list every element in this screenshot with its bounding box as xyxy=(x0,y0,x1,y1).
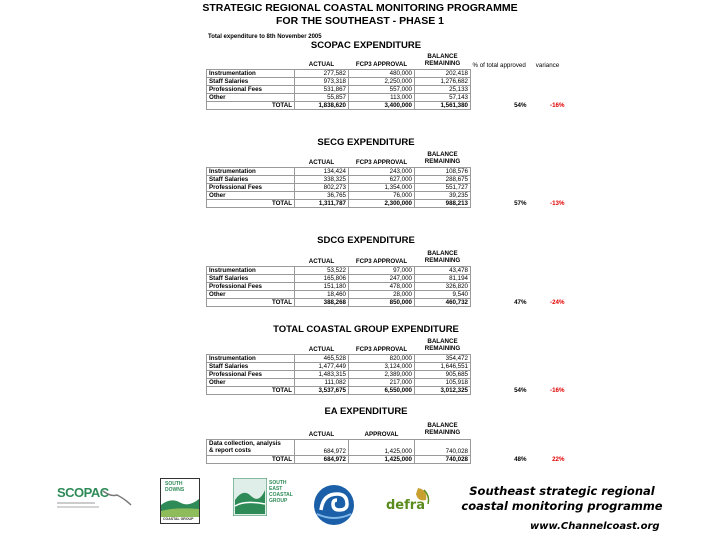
table-cell: 3,124,000 xyxy=(349,362,415,370)
table-row xyxy=(207,378,567,386)
table-cell: 47% xyxy=(514,298,527,306)
table-cell: Instrumentation xyxy=(207,354,295,362)
table-cell: 1,276,682 xyxy=(415,77,471,85)
table-cell: 3,537,675 xyxy=(295,386,349,394)
table-cell: 76,000 xyxy=(349,191,415,199)
table-cell xyxy=(471,338,529,354)
table-cell: 802,273 xyxy=(295,183,349,191)
table-cell xyxy=(471,191,529,199)
table-cell xyxy=(471,69,529,77)
table-cell xyxy=(471,354,529,362)
south-east-coastal-group-logo: SOUTH EAST COASTAL GROUP xyxy=(233,478,295,522)
table-cell: FCP3 APPROVAL xyxy=(349,151,415,167)
table-cell xyxy=(471,439,529,455)
table-cell: 9,540 xyxy=(415,290,471,298)
table-row xyxy=(207,439,567,455)
scopac-coastline-icon xyxy=(55,483,135,513)
table-row xyxy=(207,167,567,175)
scopac-logo: SCOPAC xyxy=(55,483,135,513)
table-cell xyxy=(471,250,529,266)
table-row xyxy=(207,274,567,282)
total-row xyxy=(207,298,567,306)
table-row xyxy=(207,93,567,101)
table-cell xyxy=(471,151,529,167)
table-cell: Staff Salaries xyxy=(207,175,295,183)
table-cell: 551,727 xyxy=(415,183,471,191)
table-cell: 1,483,315 xyxy=(295,370,349,378)
table-cell xyxy=(529,85,567,93)
table-cell: BALANCE REMAINING xyxy=(415,250,471,266)
table-cell xyxy=(471,421,529,439)
table-cell xyxy=(207,250,295,266)
table-cell: BALANCE REMAINING xyxy=(415,151,471,167)
table-cell: 1,425,000 xyxy=(349,455,415,463)
table-cell xyxy=(471,266,529,274)
table-cell: 973,318 xyxy=(295,77,349,85)
table-cell xyxy=(207,151,295,167)
table-cell: BALANCE REMAINING xyxy=(415,421,471,439)
table-cell xyxy=(529,421,567,439)
table-cell: 48% xyxy=(514,455,527,463)
table-cell xyxy=(529,274,567,282)
table-cell: Data collection, analysis & report costs xyxy=(207,439,295,455)
table-cell: 6,550,000 xyxy=(349,386,415,394)
table-cell: -13% xyxy=(550,199,565,207)
table-cell xyxy=(471,167,529,175)
table-cell: Other xyxy=(207,378,295,386)
table-row xyxy=(207,77,567,85)
col-fcp3-approval: FCP3 APPROVAL xyxy=(349,53,415,69)
table-cell: Staff Salaries xyxy=(207,77,295,85)
total-row xyxy=(207,199,567,207)
table-cell xyxy=(207,53,295,69)
table-cell xyxy=(471,282,529,290)
table-cell: 28,000 xyxy=(349,290,415,298)
total-group-section-title: TOTAL COASTAL GROUP EXPENDITURE xyxy=(273,324,459,335)
table-cell: Professional Fees xyxy=(207,85,295,93)
table-cell: -16% xyxy=(550,386,565,394)
table-row xyxy=(207,175,567,183)
table-cell: 3,400,000 xyxy=(349,101,415,109)
table-cell: -24% xyxy=(550,298,565,306)
table-cell xyxy=(529,362,567,370)
title-line-2: FOR THE SOUTHEAST - PHASE 1 xyxy=(275,15,444,27)
table-cell: 81,194 xyxy=(415,274,471,282)
table-cell xyxy=(529,282,567,290)
table-row xyxy=(207,370,567,378)
table-cell: ACTUAL xyxy=(295,338,349,354)
table-cell xyxy=(529,370,567,378)
table-cell: 1,477,449 xyxy=(295,362,349,370)
table-cell: 97,000 xyxy=(349,266,415,274)
table-cell: 111,082 xyxy=(295,378,349,386)
table-cell xyxy=(529,175,567,183)
table-cell xyxy=(471,370,529,378)
table-cell: 1,425,000 xyxy=(349,439,415,455)
table-cell: 25,133 xyxy=(415,85,471,93)
secg-wave-icon xyxy=(233,478,267,516)
table-cell: 326,820 xyxy=(415,282,471,290)
table-cell: Staff Salaries xyxy=(207,274,295,282)
table-cell: 113,000 xyxy=(349,93,415,101)
table-cell: 53,522 xyxy=(295,266,349,274)
col-pct-total-approved: % of total approved xyxy=(472,62,526,69)
programme-tagline: Southeast strategic regional coastal monitoring programme xyxy=(461,484,663,513)
south-downs-coastal-group-logo: SOUTH DOWNS COASTAL GROUP xyxy=(160,478,200,524)
table-cell: 18,460 xyxy=(295,290,349,298)
secg-section-title: SECG EXPENDITURE xyxy=(317,137,415,148)
table-cell: TOTAL xyxy=(207,386,295,394)
table-cell: 247,000 xyxy=(349,274,415,282)
table-cell: FCP3 APPROVAL xyxy=(349,250,415,266)
table-cell: 108,576 xyxy=(415,167,471,175)
table-cell: 54% xyxy=(514,386,527,394)
table-cell: TOTAL xyxy=(207,199,295,207)
total-group-expenditure-table xyxy=(206,338,567,395)
table-cell: 57,143 xyxy=(415,93,471,101)
table-cell: 1,311,787 xyxy=(295,199,349,207)
table-cell: 1,646,551 xyxy=(415,362,471,370)
table-cell: 684,972 xyxy=(295,439,349,455)
table-cell: TOTAL xyxy=(207,455,295,463)
table-cell xyxy=(529,151,567,167)
table-cell xyxy=(529,191,567,199)
document-title xyxy=(0,2,720,28)
table-cell: 1,561,380 xyxy=(415,101,471,109)
table-cell xyxy=(529,266,567,274)
table-cell xyxy=(529,354,567,362)
table-cell xyxy=(529,167,567,175)
table-cell: APPROVAL xyxy=(349,421,415,439)
table-cell: Instrumentation xyxy=(207,266,295,274)
table-cell: ACTUAL xyxy=(295,151,349,167)
sdcg-expenditure-table xyxy=(206,250,567,307)
title-line-1: STRATEGIC REGIONAL COASTAL MONITORING PROGRAMME xyxy=(202,2,518,14)
col-balance-remaining: BALANCE REMAINING xyxy=(415,53,471,69)
table-cell: 2,300,000 xyxy=(349,199,415,207)
table-cell xyxy=(471,378,529,386)
table-cell: 465,528 xyxy=(295,354,349,362)
table-cell: Professional Fees xyxy=(207,183,295,191)
table-cell: Other xyxy=(207,191,295,199)
table-cell: 905,685 xyxy=(415,370,471,378)
table-cell: 1,354,000 xyxy=(349,183,415,191)
table-cell xyxy=(471,85,529,93)
table-cell xyxy=(529,183,567,191)
defra-logo: defra xyxy=(384,486,432,522)
expenditure-date-note: Total expenditure to 8th November 2005 xyxy=(208,34,322,40)
table-row xyxy=(207,266,567,274)
table-cell: 55,857 xyxy=(295,93,349,101)
table-cell: 480,000 xyxy=(349,69,415,77)
table-cell: Instrumentation xyxy=(207,69,295,77)
table-row xyxy=(207,354,567,362)
total-row xyxy=(207,455,567,463)
table-cell: 277,582 xyxy=(295,69,349,77)
table-cell: Instrumentation xyxy=(207,167,295,175)
table-row xyxy=(207,282,567,290)
table-cell: Other xyxy=(207,93,295,101)
table-cell: Professional Fees xyxy=(207,282,295,290)
table-cell: 988,213 xyxy=(415,199,471,207)
table-cell xyxy=(471,175,529,183)
table-cell xyxy=(471,183,529,191)
table-cell: 22% xyxy=(552,455,565,463)
table-cell xyxy=(529,439,567,455)
table-cell xyxy=(471,93,529,101)
table-row xyxy=(207,362,567,370)
ea-expenditure-table xyxy=(206,421,567,464)
ea-section-title: EA EXPENDITURE xyxy=(324,406,408,417)
table-cell xyxy=(529,69,567,77)
table-cell: TOTAL xyxy=(207,298,295,306)
table-cell xyxy=(529,338,567,354)
table-cell: ACTUAL xyxy=(295,250,349,266)
table-row xyxy=(207,183,567,191)
col-variance: variance xyxy=(535,62,560,69)
total-row xyxy=(207,386,567,394)
table-cell xyxy=(471,274,529,282)
table-cell: 740,028 xyxy=(415,439,471,455)
table-cell: -16% xyxy=(550,101,565,109)
table-cell: Professional Fees xyxy=(207,370,295,378)
table-cell: 338,325 xyxy=(295,175,349,183)
table-cell: 57% xyxy=(514,199,527,207)
table-cell: 36,765 xyxy=(295,191,349,199)
table-cell: 165,806 xyxy=(295,274,349,282)
table-cell: 478,000 xyxy=(349,282,415,290)
scopac-section-title: SCOPAC EXPENDITURE xyxy=(310,40,422,51)
table-cell: BALANCE REMAINING xyxy=(415,338,471,354)
table-cell: 43,478 xyxy=(415,266,471,274)
table-cell: 288,675 xyxy=(415,175,471,183)
table-cell: 202,418 xyxy=(415,69,471,77)
table-cell: 627,000 xyxy=(349,175,415,183)
table-cell xyxy=(529,250,567,266)
table-cell: 54% xyxy=(514,101,527,109)
scopac-expenditure-table xyxy=(206,53,567,110)
table-cell: 740,028 xyxy=(415,455,471,463)
table-cell: 151,180 xyxy=(295,282,349,290)
channelcoast-website-link[interactable]: www.Channelcoast.org xyxy=(530,521,660,532)
col-actual: ACTUAL xyxy=(295,53,349,69)
wave-circle-icon xyxy=(313,484,355,526)
table-cell xyxy=(471,362,529,370)
table-cell: 850,000 xyxy=(349,298,415,306)
table-cell xyxy=(207,338,295,354)
table-cell xyxy=(471,290,529,298)
table-cell: 2,389,000 xyxy=(349,370,415,378)
table-cell xyxy=(207,421,295,439)
table-cell: 460,732 xyxy=(415,298,471,306)
table-cell xyxy=(529,378,567,386)
table-cell: 243,000 xyxy=(349,167,415,175)
table-row xyxy=(207,69,567,77)
table-cell: TOTAL xyxy=(207,101,295,109)
sdcg-section-title: SDCG EXPENDITURE xyxy=(317,235,415,246)
secg-expenditure-table xyxy=(206,151,567,208)
table-cell: 354,472 xyxy=(415,354,471,362)
table-cell: 39,235 xyxy=(415,191,471,199)
table-row xyxy=(207,85,567,93)
table-cell: FCP3 APPROVAL xyxy=(349,338,415,354)
table-cell: 388,268 xyxy=(295,298,349,306)
table-cell: 3,012,325 xyxy=(415,386,471,394)
table-row xyxy=(207,191,567,199)
table-cell: 820,000 xyxy=(349,354,415,362)
table-cell: 217,000 xyxy=(349,378,415,386)
table-cell: 105,918 xyxy=(415,378,471,386)
table-cell: 557,000 xyxy=(349,85,415,93)
channel-coastal-observatory-logo xyxy=(313,484,355,526)
table-cell: 684,972 xyxy=(295,455,349,463)
table-cell: 1,838,620 xyxy=(295,101,349,109)
table-cell xyxy=(529,290,567,298)
table-cell xyxy=(529,93,567,101)
table-cell xyxy=(471,77,529,85)
table-cell: Staff Salaries xyxy=(207,362,295,370)
table-cell: 531,867 xyxy=(295,85,349,93)
total-row xyxy=(207,101,567,109)
table-cell: 2,250,000 xyxy=(349,77,415,85)
table-cell xyxy=(529,77,567,85)
table-row xyxy=(207,290,567,298)
table-cell: ACTUAL xyxy=(295,421,349,439)
table-cell: Other xyxy=(207,290,295,298)
table-cell: 134,424 xyxy=(295,167,349,175)
